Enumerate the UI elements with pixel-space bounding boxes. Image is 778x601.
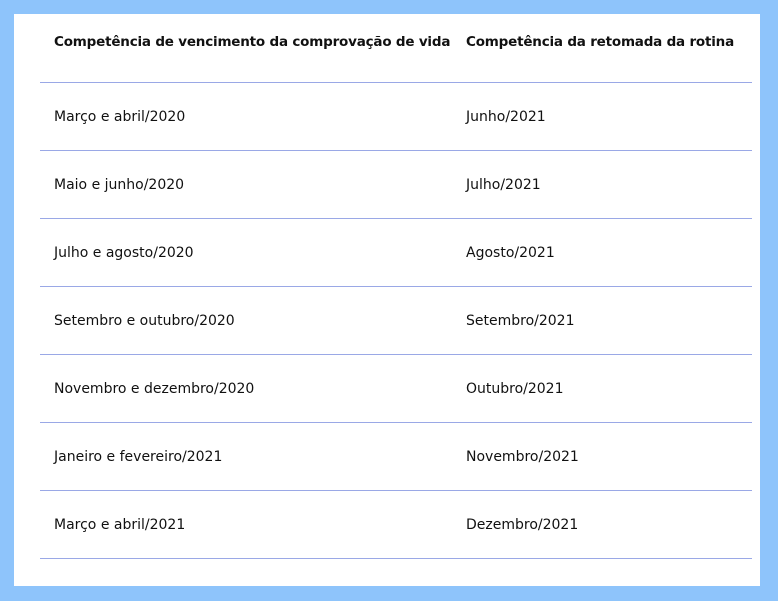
table-row [40, 287, 752, 355]
cell-retomada: Junho/2021 [466, 108, 546, 125]
cell-retomada: Novembro/2021 [466, 448, 579, 465]
table-card [14, 14, 760, 586]
cell-vencimento: Julho e agosto/2020 [54, 244, 194, 261]
header-vencimento: Competência de vencimento da comprovação de vida [54, 34, 451, 50]
cell-vencimento: Maio e junho/2020 [54, 176, 185, 193]
cell-retomada: Agosto/2021 [466, 244, 555, 261]
cell-retomada: Julho/2021 [466, 176, 541, 193]
cell-vencimento: Setembro e outubro/2020 [54, 312, 235, 329]
cell-retomada: Setembro/2021 [466, 312, 575, 329]
cell-vencimento: Novembro e dezembro/2020 [54, 380, 255, 397]
header-retomada: Competência da retomada da rotina [466, 34, 735, 50]
table-header-row [40, 14, 752, 83]
table-row [40, 219, 752, 287]
cell-vencimento: Janeiro e fevereiro/2021 [54, 448, 223, 465]
cell-vencimento: Março e abril/2021 [54, 516, 186, 533]
cell-retomada: Dezembro/2021 [466, 516, 579, 533]
table-row [40, 355, 752, 423]
table-row [40, 151, 752, 219]
table-row [40, 491, 752, 559]
table-row [40, 83, 752, 151]
table-row [40, 423, 752, 491]
cell-retomada: Outubro/2021 [466, 380, 564, 397]
cell-vencimento: Março e abril/2020 [54, 108, 186, 125]
data-table [40, 14, 752, 559]
